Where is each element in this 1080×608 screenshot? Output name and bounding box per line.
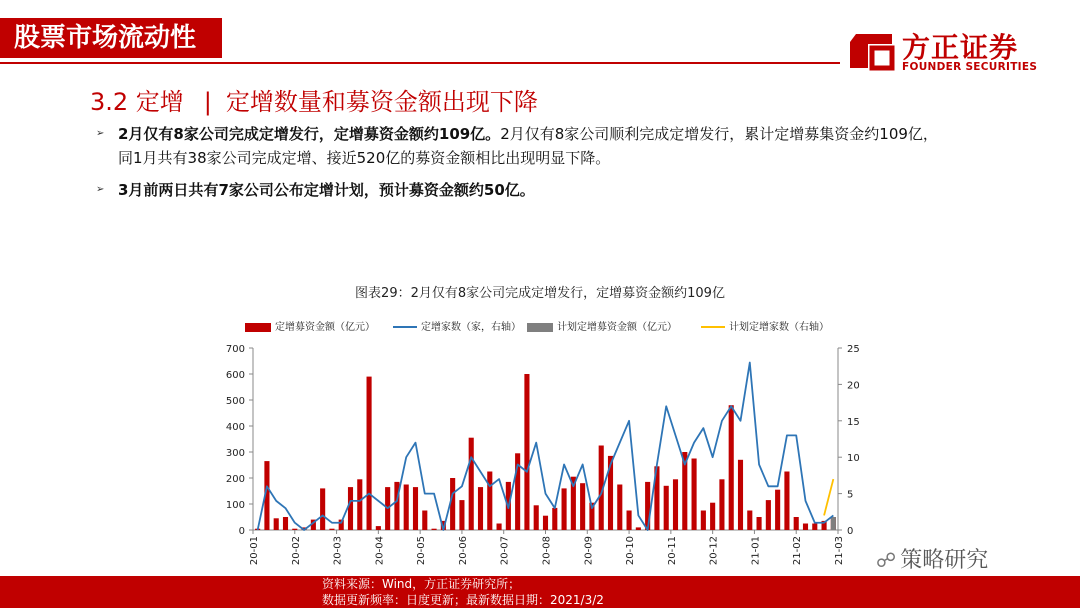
x-tick-label: 20-01 (249, 536, 260, 566)
x-tick-label: 20-12 (708, 536, 720, 566)
amount-bar (329, 529, 334, 530)
x-tick-label: 21-02 (792, 536, 804, 566)
x-tick-label: 21-03 (834, 536, 845, 566)
amount-bar (292, 529, 297, 530)
section-tag: 股票市场流动性 (0, 18, 222, 58)
amount-bar (413, 487, 418, 530)
x-tick-label: 20-05 (416, 536, 428, 566)
y-left-tick-label: 500 (225, 396, 245, 407)
amount-bar (766, 500, 771, 530)
x-tick-label: 20-04 (374, 536, 386, 566)
footer-source: 资料来源：Wind，方正证券研究所； (322, 577, 521, 591)
amount-bar (580, 483, 585, 530)
count-line (258, 363, 834, 530)
amount-bar (710, 503, 715, 530)
amount-bar (422, 511, 427, 531)
amount-bar (478, 487, 483, 530)
x-tick-label: 20-03 (332, 536, 344, 566)
chart-title: 图表29：2月仅有8家公司完成定增发行，定增募资金额约109亿 (355, 286, 725, 301)
y-right-tick-label: 10 (847, 453, 860, 465)
amount-bar (627, 511, 632, 531)
amount-bar (673, 479, 678, 530)
amount-bar (664, 486, 669, 530)
amount-bar (459, 500, 464, 530)
amount-bar (562, 488, 567, 530)
amount-bar (543, 516, 548, 530)
x-tick-label: 21-01 (750, 536, 762, 566)
amount-bar (534, 505, 539, 530)
bullet-bold-text: 2月仅有8家公司完成定增发行，定增募资金额约109亿。 (118, 125, 501, 143)
legend-label: 计划定增募资金额（亿元） (557, 322, 677, 333)
amount-bar (524, 374, 529, 530)
amount-bar (376, 526, 381, 530)
amount-bar (617, 485, 622, 531)
bullet-arrow-icon: ➢ (96, 128, 105, 139)
watermark-text: 策略研究 (900, 548, 989, 573)
y-left-tick-label: 600 (225, 370, 245, 381)
x-tick-label: 20-06 (457, 536, 469, 566)
amount-bar (497, 524, 502, 531)
legend-label: 计划定增家数（右轴） (729, 322, 829, 333)
y-left-tick-label: 700 (225, 344, 245, 355)
bullet-arrow-icon: ➢ (96, 184, 105, 195)
amount-bar (692, 459, 697, 531)
y-right-tick-label: 0 (847, 526, 854, 537)
bullet-text: 2月仅有8家公司顺利完成定增发行，累计定增募集资金约109亿， (500, 125, 938, 143)
amount-bar (348, 487, 353, 530)
amount-bar (357, 479, 362, 530)
y-right-tick-label: 15 (847, 416, 860, 428)
amount-bar (469, 438, 474, 530)
legend-label: 定增家数（家，右轴） (421, 322, 521, 333)
amount-bar (738, 460, 743, 530)
footer-update: 数据更新频率：日度更新；最新数据日期：2021/3/2 (322, 593, 604, 607)
logo-chinese-name: 方正证券 (902, 31, 1019, 64)
x-tick-label: 20-11 (666, 536, 678, 566)
wechat-icon: ☍ (876, 548, 897, 572)
amount-bar (701, 511, 706, 531)
amount-bar (283, 517, 288, 530)
amount-bar (757, 517, 762, 530)
amount-bar (274, 518, 279, 530)
amount-bar (320, 488, 325, 530)
title-separator: | (203, 88, 212, 116)
y-left-tick-label: 300 (225, 448, 245, 459)
amount-bar (812, 524, 817, 531)
amount-bar (367, 377, 372, 530)
x-tick-label: 20-10 (625, 536, 637, 566)
amount-bar (747, 511, 752, 531)
x-tick-label: 20-07 (499, 536, 511, 566)
amount-bar (552, 508, 557, 530)
x-tick-label: 20-02 (290, 536, 302, 566)
x-tick-label: 20-09 (583, 536, 595, 566)
y-left-tick-label: 0 (238, 526, 245, 537)
plan-amount-bar (831, 517, 836, 530)
amount-bar (404, 485, 409, 531)
amount-bar (794, 517, 799, 530)
amount-bar (432, 529, 437, 530)
plan-count-line (824, 479, 833, 515)
wechat-watermark (876, 543, 988, 574)
amount-bar (803, 524, 808, 531)
y-right-tick-label: 25 (847, 344, 860, 355)
logo-english-name: FOUNDER SECURITIES (902, 61, 1038, 73)
legend-label: 定增募资金额（亿元） (275, 322, 375, 333)
section-number: 3.2 定增 (90, 88, 184, 116)
bullet-text-continued: 同1月共有38家公司完成定增、接近520亿的募资金额相比出现明显下降。 (118, 149, 611, 167)
y-left-tick-label: 100 (225, 500, 245, 511)
y-left-tick-label: 200 (225, 474, 245, 485)
bullet-bold-text: 3月前两日共有7家公司公布定增计划，预计募资金额约50亿。 (118, 181, 535, 199)
amount-bar (784, 472, 789, 531)
y-right-tick-label: 20 (847, 380, 860, 392)
amount-bar (719, 479, 724, 530)
amount-bar (775, 490, 780, 530)
footer-notes (322, 576, 604, 608)
y-right-tick-label: 5 (847, 489, 854, 501)
amount-bar (636, 527, 641, 530)
y-left-tick-label: 400 (225, 422, 245, 433)
amount-bar (729, 405, 734, 530)
amount-bar (487, 472, 492, 531)
x-tick-label: 20-08 (541, 536, 553, 566)
section-title: 定增数量和募资金额出现下降 (225, 88, 538, 116)
